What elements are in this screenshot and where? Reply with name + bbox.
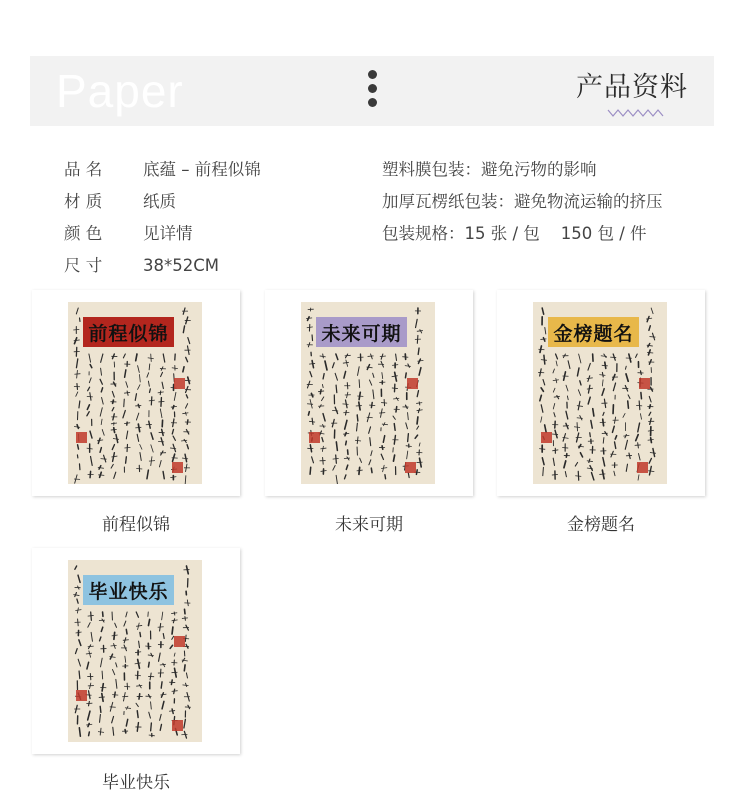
spec-value: 纸质 [143,192,176,211]
spec-label: 加厚瓦楞纸包装 [382,192,498,211]
spec-label: 材 质 [64,192,103,211]
poster-band: 金榜题名 [548,317,639,347]
spec-list-left [64,158,261,286]
product-name: 金榜题名 [567,515,635,535]
product-name: 未来可期 [335,515,403,535]
product-card-2[interactable] [265,290,473,496]
spec-row-carton: 加厚瓦楞纸包装：避免物流运输的挤压 [382,192,663,211]
product-name: 毕业快乐 [102,773,170,793]
spec-value: 见详情 [143,224,193,243]
spec-row-color [64,222,261,254]
spec-label: 塑料膜包装 [382,160,465,179]
spec-row-size [64,254,261,286]
product-card-4[interactable] [32,548,240,754]
header-banner [30,56,714,126]
poster-image [68,302,202,484]
spec-value: 底蕴 – 前程似锦 [143,160,261,179]
poster-band: 未来可期 [316,317,407,347]
spec-label: 颜 色 [64,224,103,243]
product-card-3[interactable] [497,290,705,496]
poster-band: 毕业快乐 [83,575,174,605]
wave-decoration-icon [607,108,665,118]
spec-label: 尺 寸 [64,256,103,275]
product-card-1[interactable] [32,290,240,496]
spec-label: 品 名 [64,160,103,179]
product-name: 前程似锦 [102,515,170,535]
spec-list-right [382,158,663,254]
spec-row-material [64,190,261,222]
spec-value: 15 张 / 包 150 包 / 件 [464,224,647,243]
spec-value: 避免物流运输的挤压 [514,192,663,211]
poster-band: 前程似锦 [83,317,174,347]
poster-image [301,302,435,484]
poster-image [533,302,667,484]
poster-image [68,560,202,742]
dots-icon [366,70,378,114]
spec-label: 包装规格 [382,224,448,243]
spec-row-plastic-wrap: 塑料膜包装：避免污物的影响 [382,160,597,179]
spec-value: 38*52CM [143,256,219,275]
page-title: 产品资料 [576,72,688,103]
spec-row-name [64,158,261,190]
spec-row-packing: 包装规格：15 张 / 包 150 包 / 件 [382,224,647,243]
spec-value: 避免污物的影响 [481,160,597,179]
banner-watermark: Paper [56,65,184,117]
